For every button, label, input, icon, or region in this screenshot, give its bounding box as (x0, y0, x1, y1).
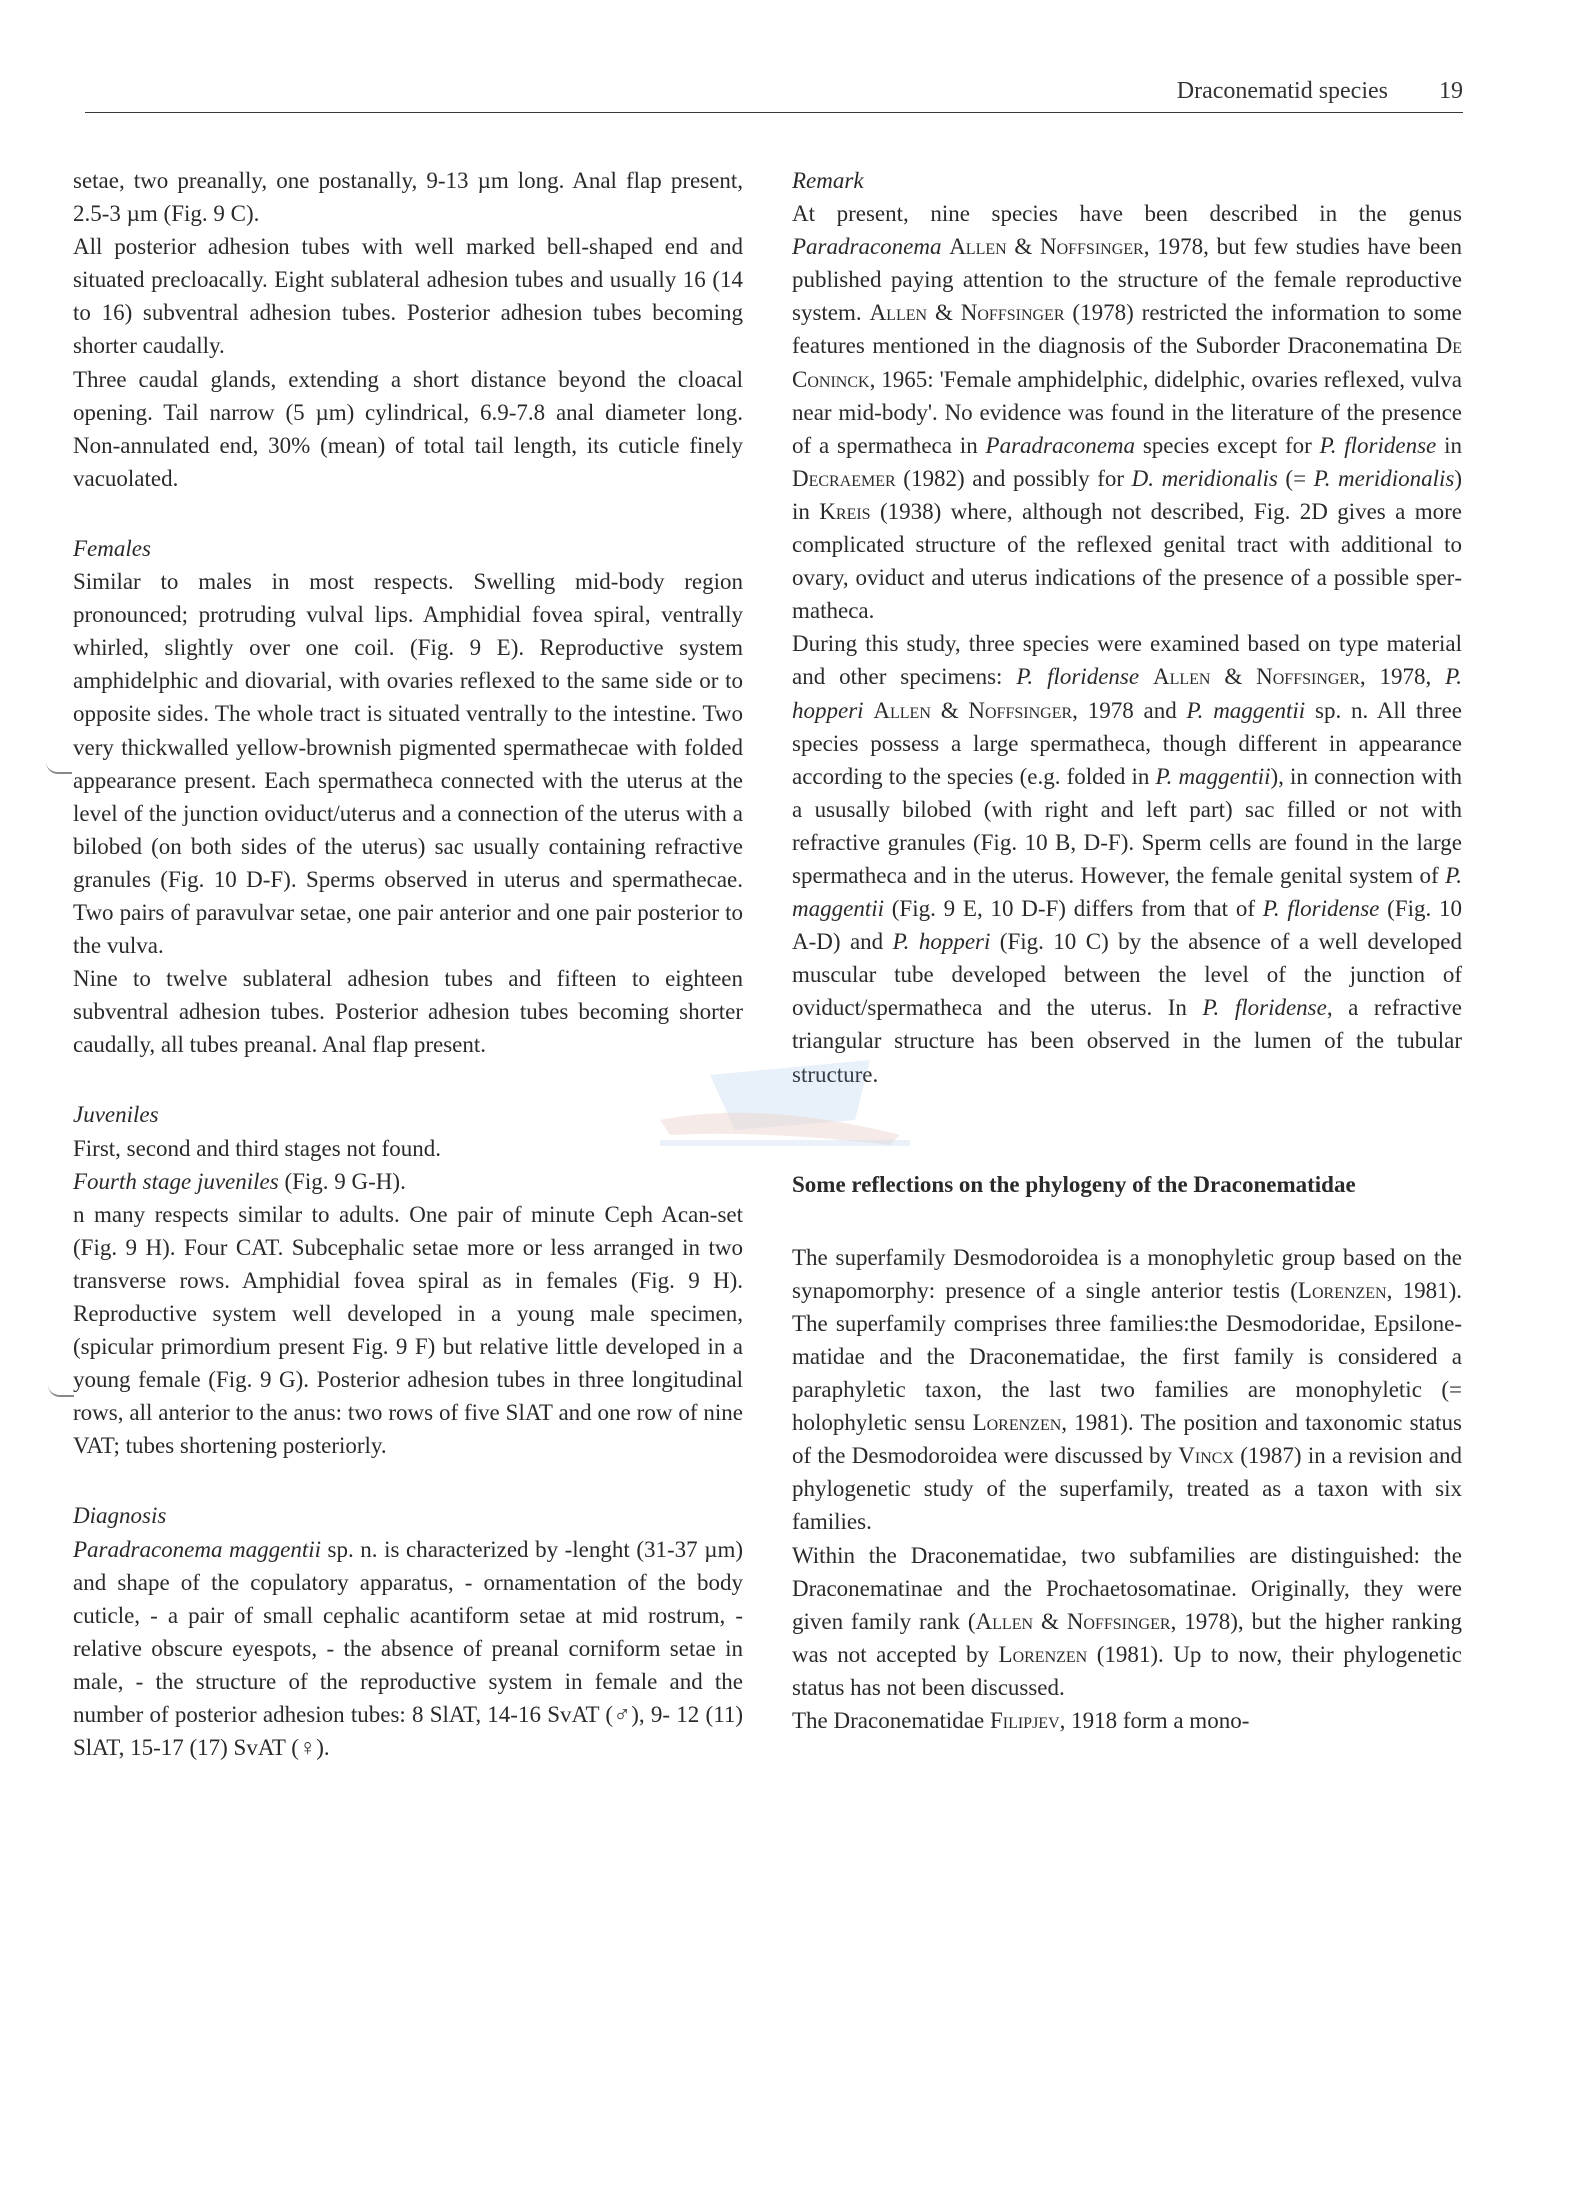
author-name: Lorenzen (972, 1410, 1062, 1436)
section-heading-remark: Remark (792, 168, 864, 193)
author-name: Vincx (1178, 1443, 1234, 1469)
paragraph: Similar to males in most respects. Swelling mid-body region pronounced; protruding vulval lips. Amphidial fovea spiral, ventrally whirled, slightly over one coil. (Fig. 9 E). Reproductive system amphidelphic and diovarial, with ovaries reflexed to the same side or to opposite sides. The whole tract is situated ventrally to the intestine. Two very thickwalled yellow-brownish pigmented spermathecae with folded appearance present. Each spermatheca connected with the uterus at the level of the junction oviduct/uterus and a connection of the uterus with a bilobed (on both sides of the uterus) sac usually containing refractive granules (Fig. 10 D-F). Sperms observed in uterus and spermathecae. Two pairs of paravulvar setae, one pair anterior and one pair posterior to the vulva. (73, 569, 743, 959)
author-name: Allen & Noffsinger (869, 300, 1065, 326)
italic-taxon: P. hopperi (892, 929, 991, 955)
italic-taxon: P. meridionalis (1313, 465, 1455, 491)
author-name: Allen & Noffsinger (975, 1608, 1171, 1634)
text-run: (1982) and possibly for (895, 465, 1132, 491)
text-run: (Fig. 10 A-D) and (792, 896, 1463, 955)
italic-taxon: P. maggentii (1186, 697, 1306, 723)
author-name: Filipjev (989, 1708, 1060, 1734)
paragraph: Nine to twelve sublateral adhesion tubes and fifteen to eighteen subventral adhesion tubes. Posterior adhesion tubes becoming shorter caudally, all tubes preanal. Anal flap present. (73, 966, 743, 1058)
text-run: (1938) where, although not described, Fig. 2D gives a more complicated structure of the reflexed genital tract with additional to ovary, oviduct and uterus indications of the presence of a possible spermatheca. (792, 498, 1462, 624)
scan-margin-mark (46, 762, 72, 774)
scan-margin-mark (48, 1385, 74, 1397)
italic-taxon: P. floridense (1202, 995, 1327, 1021)
section-heading-phylogeny: Some reflections on the phylogeny of the Draconematidae (792, 1171, 1356, 1197)
page-number: 19 (1439, 78, 1463, 104)
text-run: , 1918 form a mono- (1059, 1708, 1250, 1734)
author-name: Allen & Noffsinger (1152, 664, 1360, 690)
paragraph: setae, two preanally, one postanally, 9-13 µm long. Anal flap present, 2.5-3 µm (Fig. 9 C). (73, 168, 743, 227)
paragraph (792, 1704, 1462, 1737)
italic-taxon: P. floridense (1319, 432, 1437, 458)
italic-taxon: Paradraconema (985, 432, 1136, 458)
text-run: , 1978), but the higher ranking was not accepted by (792, 1608, 1462, 1667)
species-name: Paradraconema maggentii (73, 1536, 322, 1562)
paragraph: All posterior adhesion tubes with well marked bell-shaped end and situated precloacally. Eight sublateral adhesion tubes and usually 16 (14 to 16) subventral adhesion tubes. Posterior adhesion tubes becoming shorter caudally. (73, 234, 743, 359)
author-name: Lorenzen (1297, 1277, 1387, 1303)
text-run: (1981). Up to now, their phylogenetic status has not been discussed. (792, 1641, 1462, 1700)
text-run: (1987) in a revision and phylogenetic study of the superfamily, treated as a taxon with six families. (792, 1443, 1462, 1535)
paragraph (792, 627, 1462, 1090)
text-run: During this study, three species were examined based on type material and other specimens: (792, 631, 1462, 690)
paragraph: First, second and third stages not found. (73, 1135, 441, 1161)
running-title: Draconematid species (1176, 78, 1388, 104)
text-run: , 1981). The superfamily comprises three families:the Desmodoridae, Epsilonematidae and the Draconematidae, the first family is considered a paraphyletic taxon, the last two families are monophyletic (= holophyletic sensu (792, 1277, 1462, 1436)
paragraph (792, 1539, 1462, 1704)
diagnosis-text: sp. n. is characterized by -lenght (31-37 µm) and shape of the copulatory apparatus, - ornamentation of the body cuticle, - a pair of small cephalic acantiform setae at mid rostrum, - relative obscure eyespots, - the absence of preanal corniform setae in male, - the structure of the reproductive system in female and the number of posterior adhesion tubes: 8 SlAT, 14-16 SvAT (♂), 9- 12 (11) SlAT, 15-17 (17) SvAT (♀). (73, 1536, 743, 1761)
text-run: The superfamily Desmodoroidea is a monophyletic group based on the synapomorphy: presence of a single anterior testis ( (792, 1244, 1462, 1303)
text-run: , 1978 and (1072, 697, 1187, 723)
text-run: Within the Draconematidae, two subfamilies are distinguished: the Draconematinae and the Prochaetosomatinae. Originally, they were given family rank ( (792, 1542, 1462, 1634)
italic-taxon: P. maggentii (1155, 763, 1271, 789)
author-name: Decraemer (792, 465, 896, 491)
text-run (1139, 664, 1153, 689)
italic-taxon: P. hopperi (792, 664, 1463, 723)
section-heading-females: Females (73, 535, 151, 561)
text-run: species except for (1135, 432, 1320, 458)
text-run: in (1436, 432, 1462, 458)
text-run: The Draconematidae (792, 1708, 990, 1734)
text-run: , a refractive triangular structure has been observed in the lumen of the tubular structure. (792, 995, 1462, 1087)
section-heading-juveniles: Juveniles (73, 1102, 159, 1128)
text-run: (= (1277, 465, 1314, 491)
author-name: Lorenzen (998, 1641, 1088, 1667)
text-run (864, 698, 874, 723)
italic-taxon: Paradraconema (792, 234, 942, 260)
subheading-fourth-stage: Fourth stage juveniles (73, 1168, 279, 1194)
right-column (792, 164, 1462, 1737)
text-run: At present, nine species have been described in the genus (792, 201, 1462, 227)
text-run: ), in connection with a ususally bilobed (with right and left part) sac filled or not with refractive granules (Fig. 10 B, D-F). Sperm cells are found in the large spermatheca and in the uterus. However, the female genital system of (792, 763, 1462, 888)
paragraph: n many respects similar to adults. One pair of minute Ceph Acan-set (Fig. 9 H). Four CAT. Subcephalic setae more or less arranged in two transverse rows. Amphidial fovea spiral as in females (Fig. 9 H). Reproductive system well developed in a young male specimen, (spicular primordium present Fig. 9 F) but relative little developed in a young female (Fig. 9 G). Posterior adhesion tubes in three longitudinal rows, all anterior to the anus: two rows of five SlAT and one row of nine VAT; tubes shortening posteriorly. (73, 1201, 743, 1459)
italic-taxon: P. floridense (1262, 896, 1380, 922)
author-name: Kreis (819, 498, 871, 524)
italic-taxon: P. maggentii (792, 862, 1462, 922)
text-run: , 1978, but few studies have been published paying attention to the structure of the female reproductive system. (792, 234, 1463, 326)
italic-taxon: P. floridense (1016, 664, 1140, 690)
text-run: , 1981). The position and taxonomic status of the Desmodoroidea were discussed by (792, 1410, 1462, 1469)
text-run: (Fig. 10 C) by the absence of a well developed muscular tube developed between the level of the junction of oviduct/spermatheca and the uterus. In (792, 929, 1462, 1021)
section-heading-diagnosis: Diagnosis (73, 1503, 167, 1529)
fourth-stage-line (73, 1165, 743, 1198)
text-run: (1978) restricted the information to some features mentioned in the diagnosis of the Suborder Draconematina (792, 300, 1463, 359)
figure-ref: (Fig. 9 G-H). (278, 1168, 406, 1194)
paragraph (792, 197, 1462, 627)
author-name: Allen & Noffsinger (873, 697, 1073, 723)
author-name: De Coninck (792, 333, 1462, 392)
text-run: ) in (792, 465, 1463, 524)
text-run: , 1978, (1359, 664, 1446, 690)
author-name: Allen & Noffsinger (949, 234, 1144, 260)
paragraph (73, 1533, 743, 1765)
text-run: , 1965: 'Female amphidelphic, didelphic, ovaries reflexed, vulva near mid-body'. No evidence was found in the literature of the presence of a spermatheca in (792, 366, 1462, 458)
text-run: (Fig. 9 E, 10 D-F) differs from that of (884, 896, 1263, 922)
paragraph (792, 1241, 1462, 1539)
paragraph: Three caudal glands, extending a short distance beyond the cloacal opening. Tail narrow (5 µm) cylindrical, 6.9-7.8 anal diameter long. Non-annulated end, 30% (mean) of total tail length, its cuticle finely vacuolated. (73, 366, 743, 491)
page-header (85, 78, 1463, 113)
text-run: sp. n. All three species possess a large spermatheca, though different in appearance according to the species (e.g. folded in (792, 697, 1462, 789)
italic-taxon: D. meridionalis (1131, 465, 1278, 491)
left-column (73, 164, 743, 1764)
